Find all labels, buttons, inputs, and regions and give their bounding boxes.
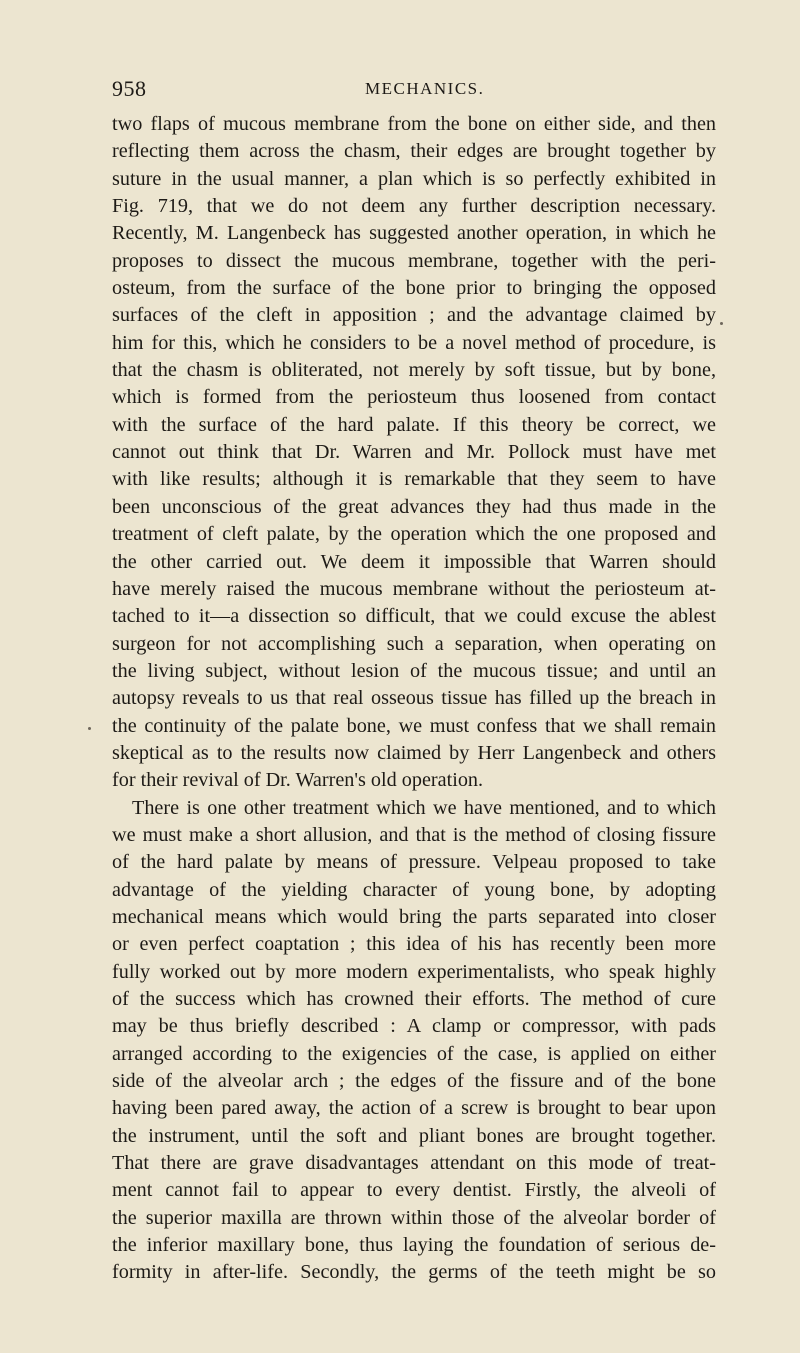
print-speck	[720, 322, 723, 325]
text-line: of the hard palate by means of pressure. Velpeau proposed to take	[112, 851, 716, 874]
text-line: of the success which has crowned their efforts. The method of cure	[112, 988, 716, 1010]
running-head	[112, 76, 712, 106]
text-line: for their revival of Dr. Warren's old operation.	[112, 769, 484, 792]
text-line: that the chasm is obliterated, not merely by soft tissue, but by bone,	[112, 359, 716, 382]
text-line: osteum, from the surface of the bone prior to bringing the opposed	[112, 277, 716, 300]
text-line: him for this, which he considers to be a novel method of procedure, is	[112, 331, 716, 354]
text-line: we must make a short allusion, and that is the method of closing fissure	[112, 823, 716, 846]
text-line: treatment of cleft palate, by the operation which the one proposed and	[112, 523, 716, 546]
text-line: tached to it—a dissection so difficult, that we could excuse the ablest	[112, 605, 716, 628]
text-line: have merely raised the mucous membrane without the periosteum at-	[112, 577, 716, 600]
text-line: That there are grave disadvantages attendant on this mode of treat-	[112, 1152, 716, 1175]
text-line: formity in after-life. Secondly, the germs of the teeth might be so	[112, 1261, 716, 1284]
text-line: fully worked out by more modern experimentalists, who speak highly	[112, 960, 716, 983]
text-line: surfaces of the cleft in apposition ; and the advantage claimed by	[112, 304, 716, 327]
text-line: reflecting them across the chasm, their edges are brought together by	[112, 140, 716, 163]
text-line: There is one other treatment which we have mentioned, and to which	[132, 796, 716, 819]
text-line: mechanical means which would bring the parts separated into closer	[112, 905, 716, 928]
text-line: the superior maxilla are thrown within those of the alveolar border of	[112, 1206, 716, 1229]
text-line: the other carried out. We deem it impossible that Warren should	[112, 550, 716, 573]
text-line: surgeon for not accomplishing such a separation, when operating on	[112, 632, 716, 655]
text-line: Recently, M. Langenbeck has suggested another operation, in which he	[112, 222, 716, 245]
text-line: the inferior maxillary bone, thus laying the foundation of serious de-	[112, 1234, 716, 1257]
text-line: suture in the usual manner, a plan which is so perfectly exhibited in	[112, 167, 716, 190]
text-line: advantage of the yielding character of young bone, by adopting	[112, 878, 716, 901]
print-speck	[88, 727, 91, 730]
text-line: the instrument, until the soft and pliant bones are brought together.	[112, 1124, 716, 1147]
running-title: MECHANICS.	[365, 79, 485, 98]
body-text	[112, 111, 716, 1287]
text-line: arranged according to the exigencies of the case, is applied on either	[112, 1042, 716, 1065]
text-line: having been pared away, the action of a screw is brought to bear upon	[112, 1097, 716, 1120]
text-line: the living subject, without lesion of the mucous tissue; and until an	[112, 659, 716, 682]
text-line: two flaps of mucous membrane from the bone on either side, and then	[112, 113, 716, 135]
page-number: 958	[112, 76, 147, 101]
text-line: autopsy reveals to us that real osseous tissue has filled up the breach in	[112, 687, 716, 710]
text-line: side of the alveolar arch ; the edges of the fissure and of the bone	[112, 1070, 716, 1093]
text-line: with like results; although it is remarkable that they seem to have	[112, 468, 716, 491]
text-line: Fig. 719, that we do not deem any further description necessary.	[112, 195, 716, 218]
text-line: skeptical as to the results now claimed by Herr Langenbeck and others	[112, 741, 716, 764]
text-line: which is formed from the periosteum thus loosened from contact	[112, 386, 716, 409]
text-line: may be thus briefly described : A clamp or compressor, with pads	[112, 1015, 716, 1038]
text-line: or even perfect coaptation ; this idea of his has recently been more	[112, 933, 716, 956]
text-line: with the surface of the hard palate. If this theory be correct, we	[112, 413, 716, 436]
text-line: been unconscious of the great advances they had thus made in the	[112, 495, 716, 518]
text-line: proposes to dissect the mucous membrane, together with the peri-	[112, 249, 716, 272]
text-line: ment cannot fail to appear to every dentist. Firstly, the alveoli of	[112, 1179, 716, 1202]
text-line: cannot out think that Dr. Warren and Mr. Pollock must have met	[112, 441, 716, 464]
text-line: the continuity of the palate bone, we must confess that we shall remain	[112, 714, 716, 737]
